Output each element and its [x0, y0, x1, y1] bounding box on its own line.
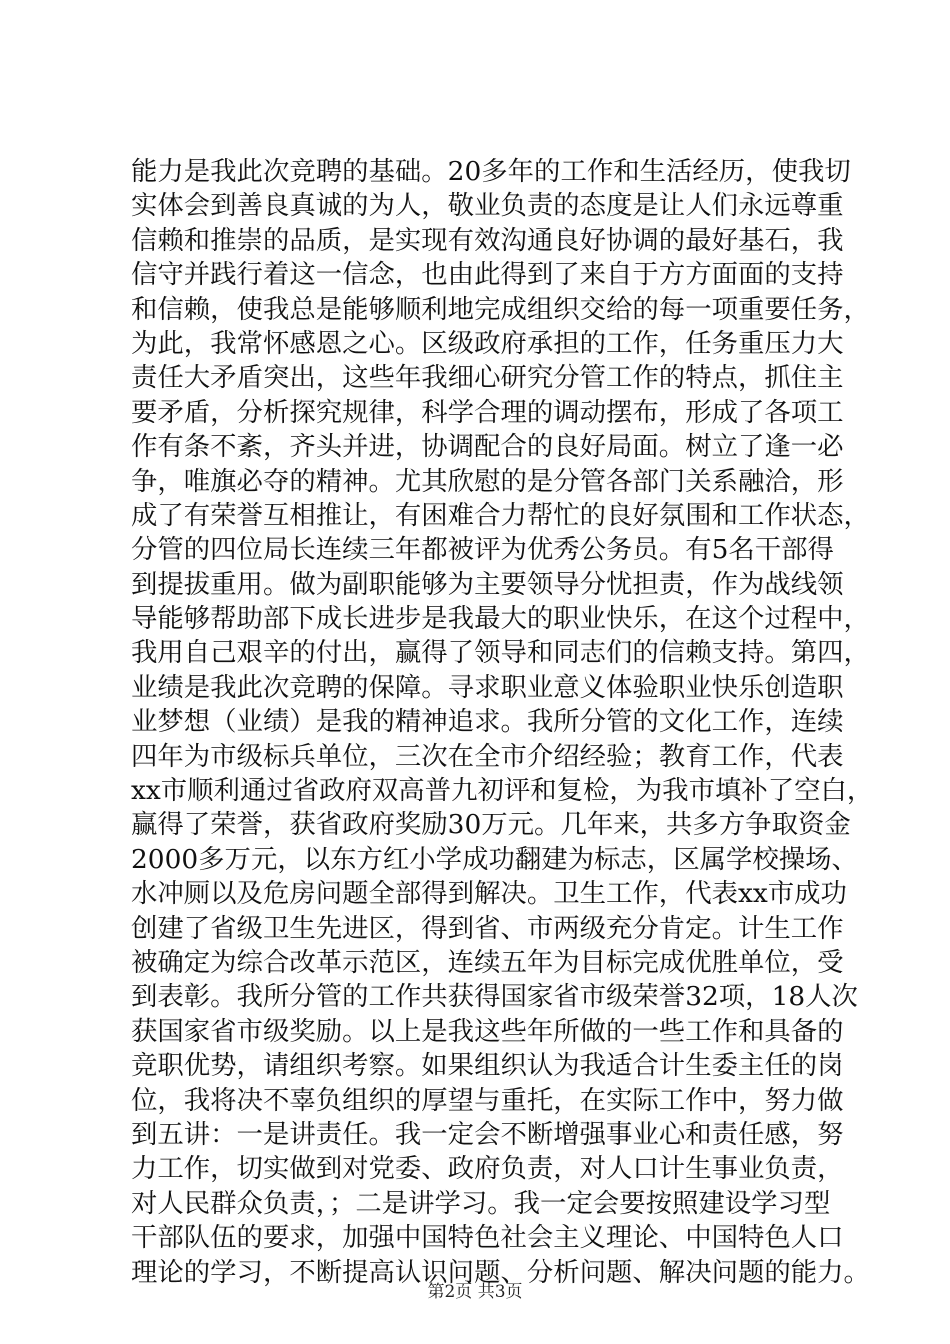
text-line: 和信赖，使我总是能够顺利地完成组织交给的每一项重要任务， [131, 293, 870, 325]
text-line: 位，我将决不辜负组织的厚望与重托，在实际工作中，努力做 [131, 1084, 844, 1116]
text-line: 四年为市级标兵单位，三次在全市介绍经验；教育工作，代表 [131, 740, 844, 772]
text-line: 力工作，切实做到对党委、政府负责，对人口计生事业负责， [131, 1153, 844, 1185]
text-line: xx市顺利通过省政府双高普九初评和复检，为我市填补了空白， [131, 775, 874, 807]
text-line: 业梦想（业绩）是我的精神追求。我所分管的文化工作，连续 [131, 706, 844, 738]
text-line: 信赖和推崇的品质，是实现有效沟通良好协调的最好基石，我 [131, 224, 844, 256]
text-line: 要矛盾，分析探究规律，科学合理的调动摆布，形成了各项工 [131, 396, 844, 428]
text-line: 到提拔重用。做为副职能够为主要领导分忧担责，作为战线领 [131, 568, 844, 600]
text-line: 2000多万元，以东方红小学成功翻建为标志，区属学校操场、 [131, 843, 858, 875]
page-number: 第2页 共3页 [427, 1282, 523, 1302]
text-line: 到表彰。我所分管的工作共获得国家省市级荣誉32项，18人次 [131, 981, 858, 1013]
text-line: 能力是我此次竞聘的基础。20多年的工作和生活经历，使我切 [131, 156, 851, 187]
text-line: 实体会到善良真诚的为人，敬业负责的态度是让人们永远尊重 [131, 190, 844, 222]
text-line: 获国家省市级奖励。以上是我这些年所做的一些工作和具备的 [131, 1015, 844, 1047]
text-line: 我用自己艰辛的付出，赢得了领导和同志们的信赖支持。第四， [131, 637, 870, 669]
text-line: 对人民群众负责，；二是讲学习。我一定会要按照建设学习型 [131, 1187, 831, 1219]
text-line: 为此，我常怀感恩之心。区级政府承担的工作，任务重压力大 [131, 327, 844, 359]
text-line: 责任大矛盾突出，这些年我细心研究分管工作的特点，抓住主 [131, 362, 844, 394]
text-line: 赢得了荣誉，获省政府奖励30万元。几年来，共多方争取资金 [131, 809, 851, 841]
text-line: 分管的四位局长连续三年都被评为优秀公务员。有5名干部得 [131, 534, 834, 566]
text-line: 水冲厕以及危房问题全部得到解决。卫生工作，代表xx市成功 [131, 878, 847, 910]
text-line: 竞职优势，请组织考察。如果组织认为我适合计生委主任的岗 [131, 1050, 844, 1082]
text-line: 信守并践行着这一信念，也由此得到了来自于方方面面的支持 [131, 259, 844, 291]
text-line: 创建了省级卫生先进区，得到省、市两级充分肯定。计生工作 [131, 912, 844, 944]
text-line: 导能够帮助部下成长进步是我最大的职业快乐，在这个过程中， [131, 603, 870, 635]
text-line: 干部队伍的要求，加强中国特色社会主义理论、中国特色人口 [131, 1222, 844, 1254]
page-footer [0, 1277, 950, 1302]
text-line: 业绩是我此次竞聘的保障。寻求职业意义体验职业快乐创造职 [131, 671, 844, 703]
text-line: 成了有荣誉互相推让，有困难合力帮忙的良好氛围和工作状态， [131, 499, 870, 531]
text-line: 争，唯旗必夺的精神。尤其欣慰的是分管各部门关系融洽，形 [131, 465, 844, 497]
text-line: 理论的学习，不断提高认识问题、分析问题、解决问题的能力。 [131, 1256, 870, 1288]
text-line: 作有条不紊，齐头并进，协调配合的良好局面。树立了逢一必 [131, 431, 844, 463]
text-line: 被确定为综合改革示范区，连续五年为目标完成优胜单位，受 [131, 946, 844, 978]
text-line: 到五讲：一是讲责任。我一定会不断增强事业心和责任感，努 [131, 1118, 844, 1150]
body-text [131, 155, 874, 1290]
